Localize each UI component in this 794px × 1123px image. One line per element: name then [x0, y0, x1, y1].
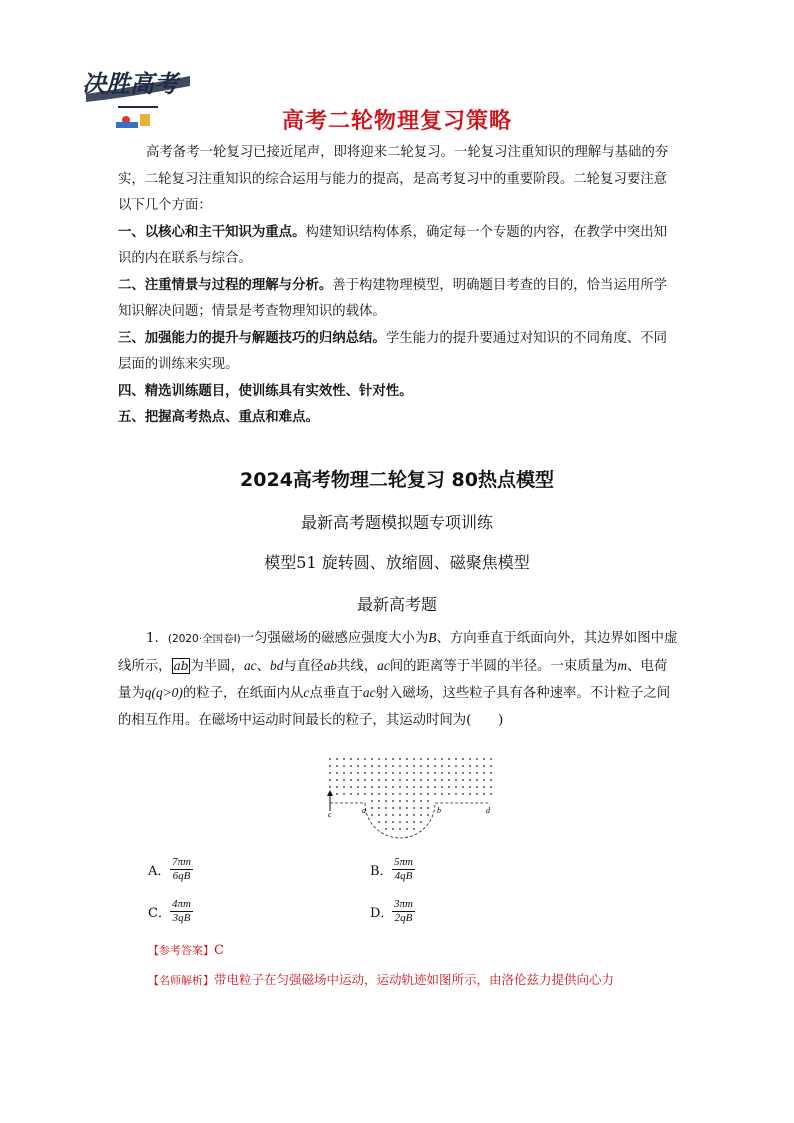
field-dot: [490, 786, 492, 788]
field-dot: [399, 779, 401, 781]
field-dot: [434, 779, 436, 781]
intro-paragraph: 高考备考一轮复习已接近尾声，即将迎来二轮复习。一轮复习注重知识的理解与基础的夯实，二轮复习注重知识的综合运用与能力的提高，是高考复习中的重要阶段。二轮复习要注意以下几个方面：: [118, 145, 669, 213]
field-dot: [364, 772, 366, 774]
label-b: b: [437, 806, 441, 815]
field-dot: [371, 779, 373, 781]
field-dot: [455, 765, 457, 767]
field-dot: [462, 779, 464, 781]
field-dot: [336, 786, 338, 788]
field-dot: [455, 772, 457, 774]
field-dot: [490, 765, 492, 767]
field-dot: [413, 765, 415, 767]
field-dot: [364, 786, 366, 788]
field-dot: [329, 779, 331, 781]
option-a[interactable]: A． $\frac{7\pi m}{6qB}$: [148, 856, 191, 882]
field-dot: [469, 779, 471, 781]
field-dot: [406, 765, 408, 767]
field-dot: [413, 779, 415, 781]
field-dot: [490, 779, 492, 781]
field-dot: [427, 800, 429, 802]
field-dot: [441, 779, 443, 781]
field-dot: [483, 779, 485, 781]
field-dot: [371, 765, 373, 767]
field-dot: [385, 821, 387, 823]
field-dot: [378, 814, 380, 816]
field-dot: [364, 758, 366, 760]
field-dot: [350, 793, 352, 795]
field-dot: [392, 758, 394, 760]
field-dot: [406, 821, 408, 823]
label-a: a: [362, 806, 366, 815]
field-dot: [336, 779, 338, 781]
field-dot: [329, 758, 331, 760]
field-dot: [427, 786, 429, 788]
field-dot: [413, 793, 415, 795]
field-dot: [462, 786, 464, 788]
field-dot: [427, 772, 429, 774]
field-dot: [329, 765, 331, 767]
field-dot: [448, 786, 450, 788]
field-dot: [385, 814, 387, 816]
field-dot: [490, 772, 492, 774]
intro-point: 一、以核心和主干知识为重点。构建知识结构体系，确定每一个专题的内容，在教学中突出知识的内在联系与综合。: [118, 224, 668, 266]
field-dot: [455, 779, 457, 781]
intro-point: 三、加强能力的提升与解题技巧的归纳总结。学生能力的提升要通过对知识的不同角度、不同层面的训练来实现。: [118, 330, 668, 372]
field-dot: [483, 758, 485, 760]
field-dot: [399, 765, 401, 767]
field-dot: [427, 779, 429, 781]
field-dot: [357, 793, 359, 795]
question-1: 1．(2020·全国卷Ⅰ)一匀强磁场的磁感应强度大小为B、方向垂直于纸面向外，其边界如图中虚线所示， ab 为半圆，ac、bd与直径ab共线，ac间的距离等于半圆的半径。一束质量为m、电荷量为q(q>0)的粒子，在纸面内从c点垂直于ac射入磁场，这些粒子具有各种速率。不计粒子之间的相互作用。在磁场中运动时间最长的粒子，其运动时间为( ): [118, 630, 678, 728]
field-dot: [434, 765, 436, 767]
option-d[interactable]: D． $\frac{3\pi m}{2qB}$: [370, 898, 413, 924]
model-title: 模型51 旋转圆、放缩圆、磁聚焦模型: [264, 553, 530, 572]
field-dot: [413, 772, 415, 774]
field-dot: [357, 772, 359, 774]
field-dot: [448, 793, 450, 795]
field-dot: [427, 807, 429, 809]
field-dot: [413, 814, 415, 816]
field-dot: [476, 772, 478, 774]
field-dot: [392, 800, 394, 802]
field-dot: [392, 821, 394, 823]
field-dot: [406, 814, 408, 816]
field-dot: [406, 758, 408, 760]
field-dot: [448, 779, 450, 781]
field-dot: [329, 786, 331, 788]
field-dot: [343, 793, 345, 795]
field-dot: [469, 786, 471, 788]
field-dot: [371, 772, 373, 774]
field-dot: [399, 786, 401, 788]
field-dot: [483, 786, 485, 788]
field-dot: [385, 793, 387, 795]
field-dot: [399, 758, 401, 760]
field-dot: [385, 828, 387, 830]
field-dot: [420, 765, 422, 767]
field-dot: [371, 793, 373, 795]
field-dot: [378, 793, 380, 795]
field-dot: [364, 793, 366, 795]
field-dot: [350, 786, 352, 788]
field-dot: [476, 758, 478, 760]
field-dot: [469, 772, 471, 774]
field-dot: [455, 758, 457, 760]
field-dot: [371, 814, 373, 816]
field-dot: [406, 786, 408, 788]
field-dot: [399, 772, 401, 774]
field-dot: [441, 765, 443, 767]
field-dot: [420, 786, 422, 788]
field-dot: [476, 765, 478, 767]
field-dot: [385, 765, 387, 767]
field-dot: [350, 772, 352, 774]
field-dot: [364, 765, 366, 767]
field-dot: [434, 758, 436, 760]
field-dot: [399, 807, 401, 809]
field-dot: [371, 758, 373, 760]
field-dot: [336, 793, 338, 795]
field-dot: [357, 779, 359, 781]
label-d: d: [486, 806, 490, 815]
field-dot: [385, 807, 387, 809]
field-dot: [343, 772, 345, 774]
field-dot: [448, 765, 450, 767]
field-dot: [483, 793, 485, 795]
field-dot: [343, 779, 345, 781]
field-dot: [427, 814, 429, 816]
field-dot: [490, 758, 492, 760]
field-dot: [350, 765, 352, 767]
field-dot: [357, 765, 359, 767]
field-dot: [378, 772, 380, 774]
field-dot: [448, 758, 450, 760]
field-dot: [343, 758, 345, 760]
field-dot: [392, 807, 394, 809]
field-dot: [462, 793, 464, 795]
field-dot: [420, 814, 422, 816]
field-dot: [420, 793, 422, 795]
field-dot: [469, 793, 471, 795]
field-dot: [399, 814, 401, 816]
field-dot: [378, 765, 380, 767]
field-dot: [413, 828, 415, 830]
header-title: 高考二轮物理复习策略: [281, 109, 512, 134]
field-dot: [448, 772, 450, 774]
field-dot: [476, 786, 478, 788]
field-dot: [385, 779, 387, 781]
field-dot: [469, 758, 471, 760]
field-dot: [392, 772, 394, 774]
field-dot: [350, 758, 352, 760]
field-dot: [469, 765, 471, 767]
intro-point: 四、精选训练题目，使训练具有实效性、针对性。: [118, 383, 413, 399]
field-dot: [420, 821, 422, 823]
field-dot: [385, 772, 387, 774]
field-dot: [392, 793, 394, 795]
field-boundary: [330, 803, 490, 838]
field-dot: [455, 793, 457, 795]
field-dot: [420, 779, 422, 781]
field-dot: [476, 793, 478, 795]
field-dot: [378, 807, 380, 809]
field-dot: [343, 765, 345, 767]
field-dot: [434, 772, 436, 774]
field-dot: [399, 821, 401, 823]
intro-point: 二、注重情景与过程的理解与分析。善于构建物理模型，明确题目考查的目的，恰当运用所学知识解决问题；情景是考查物理知识的载体。: [118, 277, 668, 319]
field-dot: [392, 765, 394, 767]
field-dot: [392, 786, 394, 788]
field-dot: [399, 793, 401, 795]
field-dot: [455, 786, 457, 788]
field-dot: [483, 772, 485, 774]
field-dot: [371, 786, 373, 788]
field-dot: [427, 793, 429, 795]
field-dot: [441, 793, 443, 795]
intro-point: 五、把握高考热点、重点和难点。: [118, 410, 319, 425]
field-dot: [357, 786, 359, 788]
field-dot: [378, 800, 380, 802]
field-dot: [336, 772, 338, 774]
field-dot: [420, 772, 422, 774]
field-dot: [420, 800, 422, 802]
field-dot: [483, 765, 485, 767]
field-dot: [406, 807, 408, 809]
field-dot: [385, 786, 387, 788]
expert-analysis: 【名师解析】带电粒子在匀强磁场中运动，运动轨迹如图所示，由洛伦兹力提供向心力: [148, 972, 615, 987]
category-title: 最新高考题: [356, 595, 437, 614]
field-dot: [336, 765, 338, 767]
field-dot: [413, 821, 415, 823]
label-c: c: [328, 810, 332, 819]
field-dot: [392, 828, 394, 830]
section-subtitle: 最新高考题模拟题专项训练: [300, 513, 493, 532]
field-dot: [357, 758, 359, 760]
field-dot: [406, 800, 408, 802]
field-dot: [413, 807, 415, 809]
section-main-title: 2024高考物理二轮复习 80热点模型: [240, 469, 554, 491]
field-dot: [441, 786, 443, 788]
field-dot: [413, 800, 415, 802]
field-dot: [420, 807, 422, 809]
field-dot: [441, 772, 443, 774]
field-dot: [371, 807, 373, 809]
field-dot: [392, 814, 394, 816]
field-dot: [336, 758, 338, 760]
field-dot: [406, 772, 408, 774]
field-dot: [378, 821, 380, 823]
field-dot: [420, 758, 422, 760]
field-dot: [476, 779, 478, 781]
field-dot: [406, 793, 408, 795]
field-dot: [427, 758, 429, 760]
field-dot: [427, 765, 429, 767]
field-dot: [399, 800, 401, 802]
option-c[interactable]: C． $\frac{4\pi m}{3qB}$: [148, 898, 191, 924]
field-dot: [392, 779, 394, 781]
field-dot: [385, 758, 387, 760]
intro-block: [118, 140, 678, 432]
field-dot: [343, 786, 345, 788]
field-dot: [350, 779, 352, 781]
field-dot: [462, 765, 464, 767]
field-dot: [385, 800, 387, 802]
field-dot: [441, 758, 443, 760]
field-dot: [378, 758, 380, 760]
magnetic-field-figure: [320, 755, 500, 865]
field-dot: [434, 786, 436, 788]
field-dots: [329, 758, 492, 830]
field-dot: [462, 758, 464, 760]
logo-text: 决胜高考: [82, 70, 178, 98]
reference-answer: 【参考答案】C: [148, 943, 224, 958]
field-dot: [364, 779, 366, 781]
arc-symbol: ab: [173, 658, 189, 673]
field-dot: [378, 786, 380, 788]
field-dot: [434, 793, 436, 795]
field-dot: [462, 772, 464, 774]
field-dot: [413, 786, 415, 788]
option-b[interactable]: B． $\frac{5\pi m}{4qB}$: [370, 856, 413, 882]
field-dot: [378, 779, 380, 781]
field-dot: [413, 758, 415, 760]
field-dot: [371, 800, 373, 802]
entry-arrow-head: [327, 790, 333, 796]
field-dot: [399, 828, 401, 830]
field-dot: [329, 772, 331, 774]
field-dot: [406, 779, 408, 781]
field-dot: [406, 828, 408, 830]
field-dot: [490, 793, 492, 795]
